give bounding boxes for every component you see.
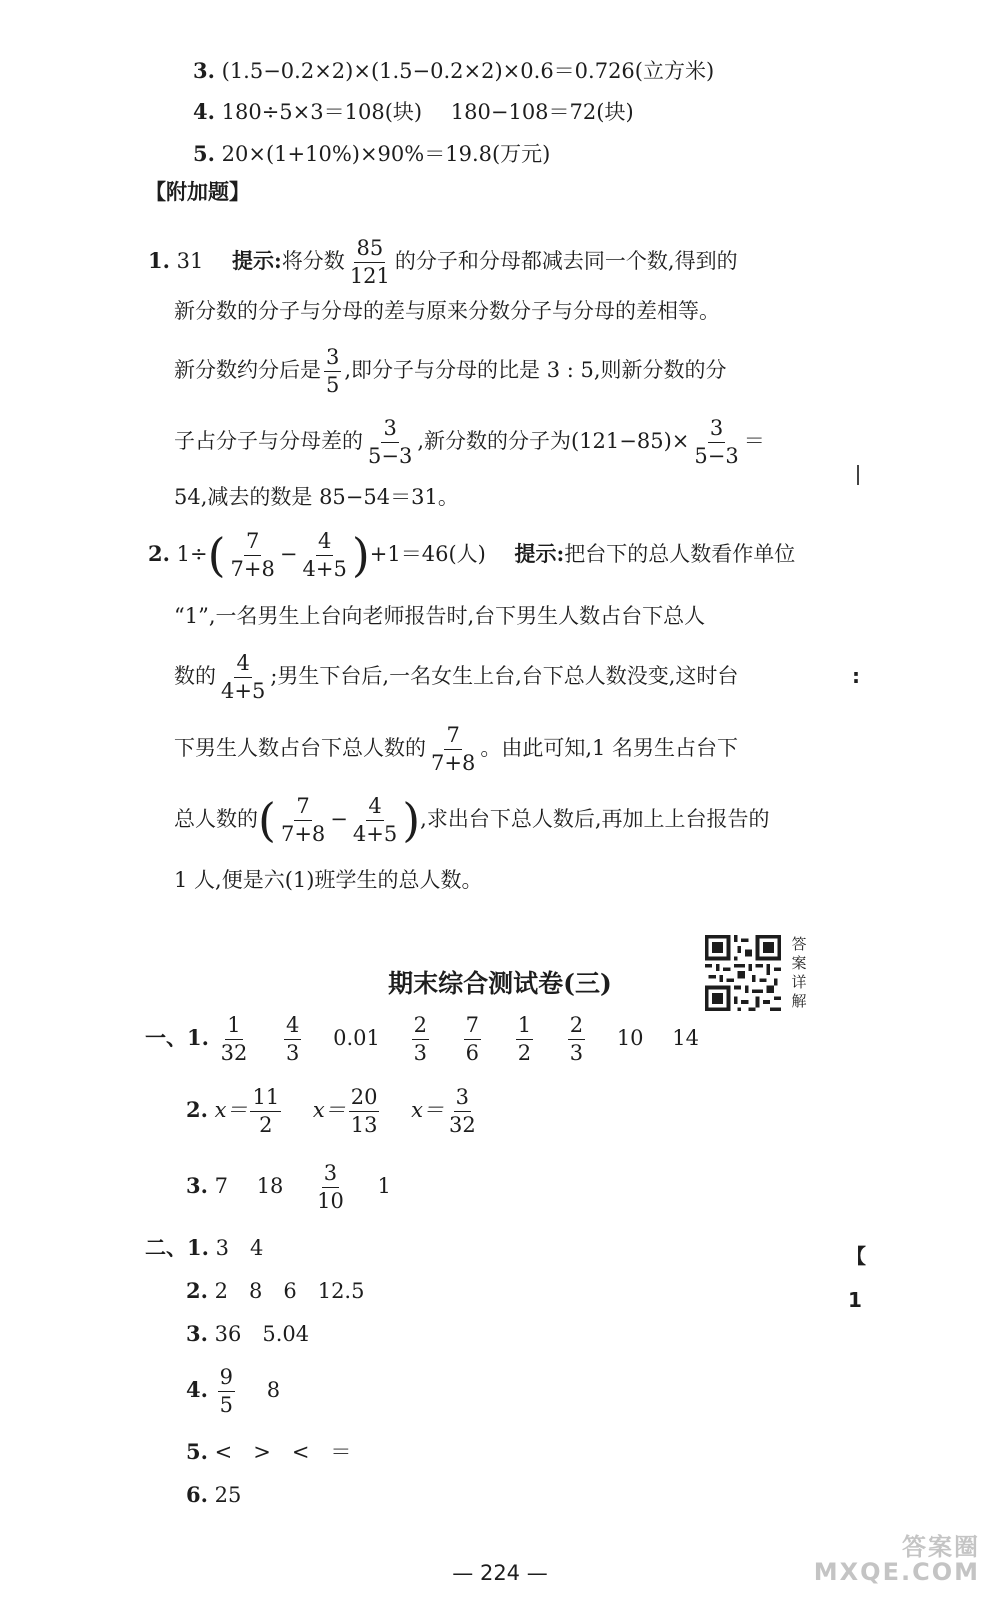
watermark bbox=[814, 1535, 980, 1585]
section-1-q3 bbox=[186, 1162, 391, 1213]
value: 1 bbox=[377, 1174, 391, 1199]
bonus-1-line-3 bbox=[174, 346, 727, 397]
bonus-2-line-6: 1 人,便是六(1)班学生的总人数。 bbox=[174, 868, 483, 892]
numerator: 2 bbox=[412, 1014, 429, 1040]
numerator: 7 bbox=[244, 530, 261, 556]
answer-text: < > < ＝ bbox=[214, 1440, 352, 1464]
section-2-q5 bbox=[186, 1441, 351, 1463]
formula-end: +1＝46(人) bbox=[369, 542, 486, 567]
value: 14 bbox=[672, 1026, 699, 1051]
denominator: 3 bbox=[413, 1041, 427, 1066]
bonus-2-line-2: “1”,一名男生上台向老师报告时,台下男生人数占台下总人 bbox=[174, 604, 706, 628]
section-2-q6 bbox=[186, 1484, 241, 1506]
section-2-q1 bbox=[145, 1237, 263, 1259]
qr-code-icon[interactable] bbox=[705, 935, 781, 1011]
answer-text: 3 4 bbox=[215, 1236, 264, 1260]
left-paren: ( bbox=[258, 792, 276, 847]
denominator: 3 bbox=[286, 1041, 300, 1066]
item-number: 1. bbox=[148, 248, 170, 274]
denominator: 32 bbox=[449, 1113, 476, 1138]
numerator: 3 bbox=[708, 417, 725, 443]
bonus-1-line-2: 新分数的分子与分母的差与原来分数分子与分母的差相等。 bbox=[174, 299, 720, 323]
text: 的分子和分母都减去同一个数,得到的 bbox=[394, 249, 738, 274]
numerator: 85 bbox=[354, 237, 385, 263]
fraction bbox=[284, 1014, 301, 1065]
denominator: 5−3 bbox=[368, 444, 413, 469]
denominator: 7+8 bbox=[230, 557, 275, 582]
page-number: — 224 — bbox=[452, 1561, 548, 1585]
fraction bbox=[464, 1014, 481, 1065]
fraction bbox=[447, 1086, 478, 1137]
text: 把台下的总人数看作单位 bbox=[564, 542, 796, 567]
right-paren: ) bbox=[351, 527, 370, 582]
denominator: 10 bbox=[317, 1189, 344, 1214]
denominator: 7+8 bbox=[431, 751, 476, 776]
denominator: 3 bbox=[569, 1041, 584, 1066]
fraction bbox=[351, 795, 399, 846]
section-2-q4 bbox=[186, 1366, 280, 1417]
numerator: 3 bbox=[381, 417, 398, 443]
denominator: 6 bbox=[465, 1041, 479, 1066]
right-paren: ) bbox=[402, 792, 421, 847]
item-number: 4. bbox=[193, 99, 215, 124]
item-number: 5. bbox=[186, 1439, 208, 1464]
item-number: 3. bbox=[186, 1321, 208, 1346]
denominator: 4+5 bbox=[352, 822, 398, 847]
equals: ＝ bbox=[743, 429, 765, 454]
text: ,即分子与分母的比是 3 : 5,则新分数的分 bbox=[344, 358, 727, 383]
text: 下男生人数占台下总人数的 bbox=[174, 736, 426, 761]
answer-text: 2 8 6 12.5 bbox=[214, 1279, 365, 1303]
numerator: 2 bbox=[568, 1014, 585, 1040]
variable: x＝ bbox=[312, 1098, 346, 1123]
edge-colon: : bbox=[852, 664, 860, 688]
denominator: 5 bbox=[326, 373, 340, 398]
fraction bbox=[250, 1086, 281, 1137]
numerator: 3 bbox=[324, 346, 341, 372]
minus: − bbox=[279, 542, 298, 567]
numerator: 3 bbox=[322, 1162, 339, 1188]
fraction bbox=[348, 237, 392, 288]
bonus-2-line-1 bbox=[148, 527, 796, 582]
value: 18 bbox=[256, 1174, 284, 1199]
denominator: 2 bbox=[517, 1041, 532, 1066]
tip-label: 提示: bbox=[232, 248, 282, 274]
numerator: 9 bbox=[218, 1366, 235, 1392]
fraction bbox=[218, 1366, 235, 1417]
fraction bbox=[324, 346, 341, 397]
bonus-1-line-4 bbox=[174, 417, 765, 468]
variable: x＝ bbox=[214, 1098, 248, 1123]
text: 。由此可知,1 名男生占台下 bbox=[480, 736, 739, 761]
fraction bbox=[219, 652, 267, 703]
numerator: 1 bbox=[516, 1014, 533, 1040]
numerator: 7 bbox=[444, 724, 461, 750]
text: 子占分子与分母差的 bbox=[174, 429, 363, 454]
answer-3 bbox=[193, 60, 714, 82]
qr-label-char: 案 bbox=[791, 954, 807, 972]
denominator: 13 bbox=[350, 1113, 378, 1138]
answer-text: 180−108＝72(块) bbox=[450, 100, 634, 124]
answer-text: 20×(1+10%)×90%＝19.8(万元) bbox=[221, 142, 551, 166]
text: 新分数约分后是 bbox=[174, 358, 321, 383]
answer-value: 31 bbox=[176, 249, 204, 274]
numerator: 11 bbox=[250, 1086, 281, 1112]
text: 将分数 bbox=[281, 249, 345, 274]
denominator: 32 bbox=[220, 1041, 248, 1066]
item-number: 4. bbox=[186, 1377, 208, 1403]
answer-text: 25 bbox=[214, 1483, 242, 1507]
denominator: 7+8 bbox=[280, 822, 326, 847]
tip-label: 提示: bbox=[514, 541, 565, 567]
numerator: 3 bbox=[454, 1086, 471, 1112]
item-number: 1. bbox=[187, 1235, 209, 1260]
value: 8 bbox=[266, 1378, 281, 1403]
fraction bbox=[516, 1014, 533, 1065]
denominator: 4+5 bbox=[221, 679, 266, 704]
numerator: 4 bbox=[366, 795, 383, 821]
bonus-1-line-5: 54,减去的数是 85−54＝31。 bbox=[174, 485, 459, 509]
qr-label-char: 解 bbox=[791, 992, 807, 1010]
text: ,新分数的分子为(121−85)× bbox=[417, 429, 690, 454]
qr-label bbox=[790, 935, 808, 1011]
bonus-2-line-3 bbox=[174, 652, 738, 703]
answer-4 bbox=[193, 101, 634, 123]
denominator: 5−3 bbox=[694, 444, 739, 469]
bonus-2-line-5 bbox=[174, 792, 770, 847]
denominator: 4+5 bbox=[302, 557, 347, 582]
numerator: 4 bbox=[316, 530, 333, 556]
bonus-2-line-4 bbox=[174, 724, 738, 775]
fraction bbox=[219, 1014, 250, 1065]
denominator: 5 bbox=[219, 1393, 233, 1418]
edge-rule bbox=[857, 465, 859, 485]
numerator: 1 bbox=[225, 1014, 242, 1040]
item-number: 1. bbox=[187, 1025, 209, 1051]
formula-start: 1÷ bbox=[176, 542, 208, 567]
item-number: 6. bbox=[186, 1482, 208, 1507]
fraction bbox=[366, 417, 414, 468]
fraction bbox=[412, 1014, 429, 1065]
fraction bbox=[349, 1086, 380, 1137]
variable: x＝ bbox=[411, 1098, 444, 1123]
answer-5 bbox=[193, 143, 550, 165]
numerator: 4 bbox=[234, 652, 251, 678]
fraction bbox=[315, 1162, 346, 1213]
text: 总人数的 bbox=[174, 807, 258, 832]
qr-label-char: 详 bbox=[791, 973, 807, 991]
item-number: 3. bbox=[193, 58, 215, 83]
test-title: 期末综合测试卷(三) bbox=[388, 969, 612, 998]
bonus-1-line-1 bbox=[148, 237, 738, 288]
text: ;男生下台后,一名女生上台,台下总人数没变,这时台 bbox=[270, 664, 739, 689]
edge-number: 1 bbox=[848, 1288, 862, 1312]
fraction bbox=[279, 795, 327, 846]
section-label: 一、 bbox=[145, 1025, 187, 1051]
watermark-line: 答案圈 bbox=[902, 1533, 980, 1561]
denominator: 121 bbox=[349, 264, 390, 289]
bonus-heading: 【附加题】 bbox=[145, 180, 250, 204]
fraction bbox=[300, 530, 348, 581]
item-number: 2. bbox=[148, 541, 170, 567]
value: 10 bbox=[616, 1026, 644, 1051]
text: 数的 bbox=[174, 664, 216, 689]
answer-text: 180÷5×3＝108(块) bbox=[221, 100, 423, 124]
numerator: 7 bbox=[464, 1014, 481, 1040]
item-number: 2. bbox=[186, 1097, 208, 1123]
answer-text: 36 5.04 bbox=[214, 1322, 310, 1346]
fraction bbox=[692, 417, 740, 468]
text: ,求出台下总人数后,再加上上台报告的 bbox=[420, 807, 770, 832]
item-number: 3. bbox=[186, 1173, 208, 1199]
item-number: 2. bbox=[186, 1278, 208, 1303]
value: 0.01 bbox=[333, 1026, 380, 1051]
minus: − bbox=[330, 807, 348, 832]
section-label: 二、 bbox=[145, 1235, 187, 1260]
fraction bbox=[429, 724, 477, 775]
fraction bbox=[229, 530, 277, 581]
answer-text: (1.5−0.2×2)×(1.5−0.2×2)×0.6＝0.726(立方米) bbox=[221, 59, 715, 83]
section-1-q2 bbox=[186, 1086, 481, 1137]
denominator: 2 bbox=[259, 1113, 273, 1138]
value: 7 bbox=[214, 1174, 228, 1199]
numerator: 7 bbox=[294, 795, 311, 821]
edge-bracket: 【 bbox=[846, 1244, 866, 1268]
numerator: 20 bbox=[349, 1086, 380, 1112]
item-number: 5. bbox=[193, 141, 215, 166]
left-paren: ( bbox=[207, 527, 226, 582]
section-2-q2 bbox=[186, 1280, 364, 1302]
numerator: 4 bbox=[284, 1014, 301, 1040]
section-2-q3 bbox=[186, 1323, 309, 1345]
qr-label-char: 答 bbox=[791, 935, 807, 953]
section-1-q1 bbox=[145, 1014, 699, 1065]
fraction bbox=[568, 1014, 585, 1065]
watermark-line: MXQE.COM bbox=[813, 1558, 980, 1587]
